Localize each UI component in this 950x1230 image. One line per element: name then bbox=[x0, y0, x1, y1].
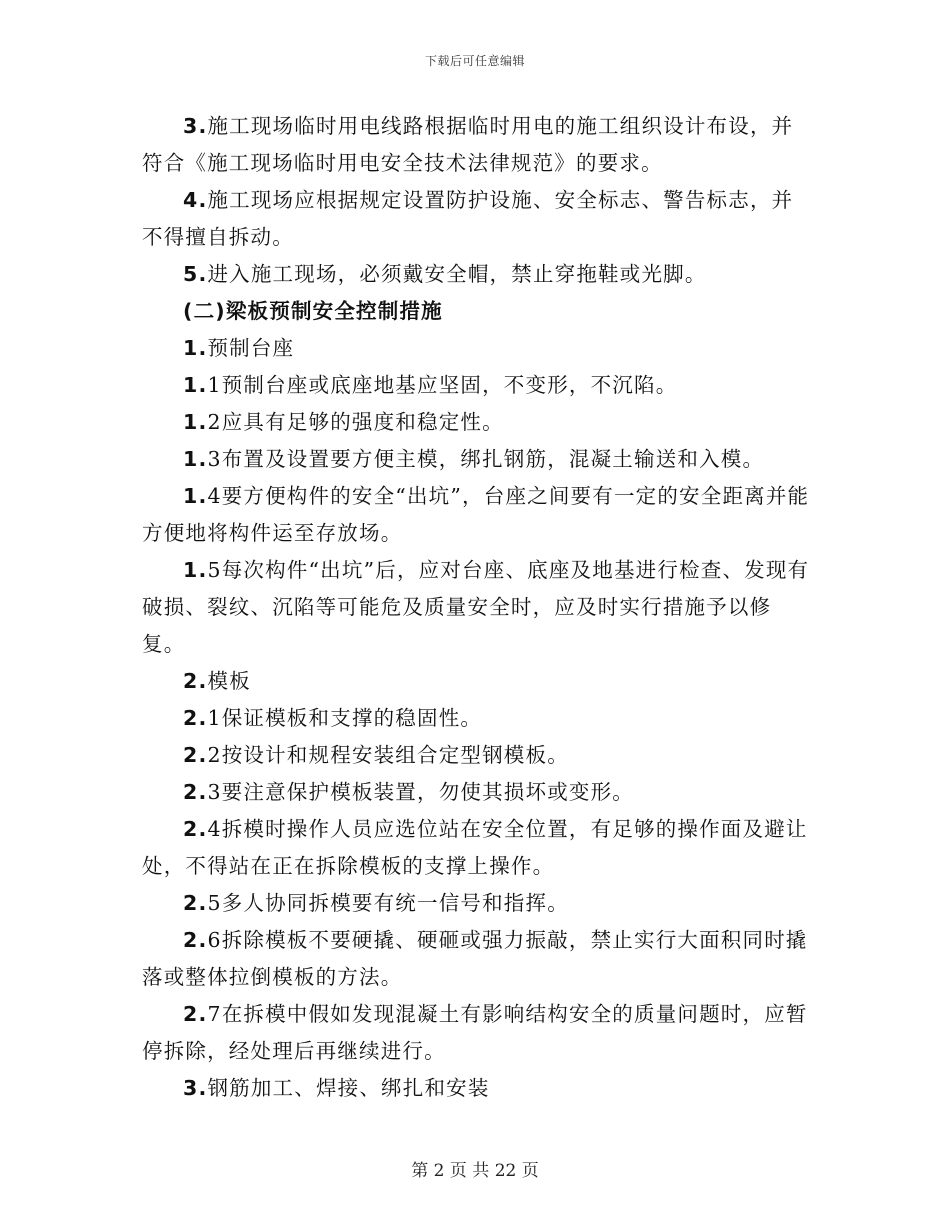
paragraph-number: 3. bbox=[183, 114, 208, 138]
paragraph-text: 4拆模时操作人员应选位站在安全位置，有足够的操作面及避让处，不得站在正在拆除模板的支撑上操作。 bbox=[142, 817, 808, 878]
paragraph-number: 1. bbox=[183, 484, 208, 508]
paragraph-5 bbox=[142, 256, 814, 293]
paragraph-number: 2. bbox=[183, 1002, 208, 1026]
paragraph-number: 1. bbox=[183, 373, 208, 397]
paragraph-number: 2. bbox=[183, 817, 208, 841]
paragraph-number: 2. bbox=[183, 743, 208, 767]
paragraph-2-5 bbox=[142, 885, 814, 922]
page-header-note: 下载后可任意编辑 bbox=[424, 54, 525, 68]
paragraph-3 bbox=[142, 108, 814, 182]
paragraph-number: 2. bbox=[183, 669, 208, 693]
paragraph-number: 1. bbox=[183, 447, 208, 471]
subsection-title-2 bbox=[142, 663, 814, 700]
paragraph-2-7 bbox=[142, 996, 814, 1070]
paragraph-2-1 bbox=[142, 700, 814, 737]
paragraph-number: 5. bbox=[183, 262, 208, 286]
paragraph-text: 施工现场应根据规定设置防护设施、安全标志、警告标志，并不得擅自拆动。 bbox=[142, 188, 794, 249]
subsection-title-1 bbox=[142, 330, 814, 367]
paragraph-1-3 bbox=[142, 441, 814, 478]
paragraph-number: 1. bbox=[183, 410, 208, 434]
page-number-footer: 第 2 页 共 22 页 bbox=[411, 1161, 539, 1181]
paragraph-1-1 bbox=[142, 367, 814, 404]
paragraph-number: 2. bbox=[183, 891, 208, 915]
paragraph-text: 3要注意保护模板装置，勿使其损坏或变形。 bbox=[207, 780, 634, 804]
paragraph-text: 1预制台座或底座地基应坚固，不变形，不沉陷。 bbox=[207, 373, 678, 397]
paragraph-text: 2应具有足够的强度和稳定性。 bbox=[207, 410, 504, 434]
section-heading bbox=[142, 293, 814, 330]
paragraph-text: 7在拆模中假如发现混凝土有影响结构安全的质量问题时，应暂停拆除，经处理后再继续进行。 bbox=[142, 1002, 808, 1063]
section-heading-text: (二)梁板预制安全控制措施 bbox=[183, 299, 443, 323]
paragraph-number: 4. bbox=[183, 188, 208, 212]
paragraph-text: 2按设计和规程安装组合定型钢模板。 bbox=[207, 743, 569, 767]
paragraph-text: 5多人协同拆模要有统一信号和指挥。 bbox=[207, 891, 569, 915]
paragraph-number: 2. bbox=[183, 928, 208, 952]
paragraph-text: 预制台座 bbox=[207, 336, 295, 360]
paragraph-text: 3布置及设置要方便主模，绑扎钢筋，混凝土输送和入模。 bbox=[207, 447, 765, 471]
paragraph-1-5 bbox=[142, 552, 814, 663]
paragraph-number: 1. bbox=[183, 336, 208, 360]
paragraph-number: 1. bbox=[183, 558, 208, 582]
document-body bbox=[142, 108, 814, 1107]
paragraph-1-4 bbox=[142, 478, 814, 552]
paragraph-text: 模板 bbox=[207, 669, 251, 693]
paragraph-text: 6拆除模板不要硬撬、硬砸或强力振敲，禁止实行大面积同时撬落或整体拉倒模板的方法。 bbox=[142, 928, 808, 989]
paragraph-text: 5每次构件“出坑”后，应对台座、底座及地基进行检查、发现有破损、裂纹、沉陷等可能危及质量安全时，应及时实行措施予以修复。 bbox=[142, 558, 810, 656]
paragraph-1-2 bbox=[142, 404, 814, 441]
paragraph-2-6 bbox=[142, 922, 814, 996]
paragraph-text: 施工现场临时用电线路根据临时用电的施工组织设计布设，并符合《施工现场临时用电安全技术法律规范》的要求。 bbox=[142, 114, 794, 175]
paragraph-number: 3. bbox=[183, 1076, 208, 1100]
paragraph-number: 2. bbox=[183, 706, 208, 730]
paragraph-4 bbox=[142, 182, 814, 256]
paragraph-text: 4要方便构件的安全“出坑”，台座之间要有一定的安全距离并能方便地将构件运至存放场。 bbox=[142, 484, 810, 545]
paragraph-number: 2. bbox=[183, 780, 208, 804]
paragraph-text: 钢筋加工、焊接、绑扎和安装 bbox=[207, 1076, 490, 1100]
paragraph-2-4 bbox=[142, 811, 814, 885]
subsection-title-3 bbox=[142, 1070, 814, 1107]
paragraph-2-3 bbox=[142, 774, 814, 811]
paragraph-text: 进入施工现场，必须戴安全帽，禁止穿拖鞋或光脚。 bbox=[207, 262, 707, 286]
paragraph-text: 1保证模板和支撑的稳固性。 bbox=[207, 706, 483, 730]
paragraph-2-2 bbox=[142, 737, 814, 774]
